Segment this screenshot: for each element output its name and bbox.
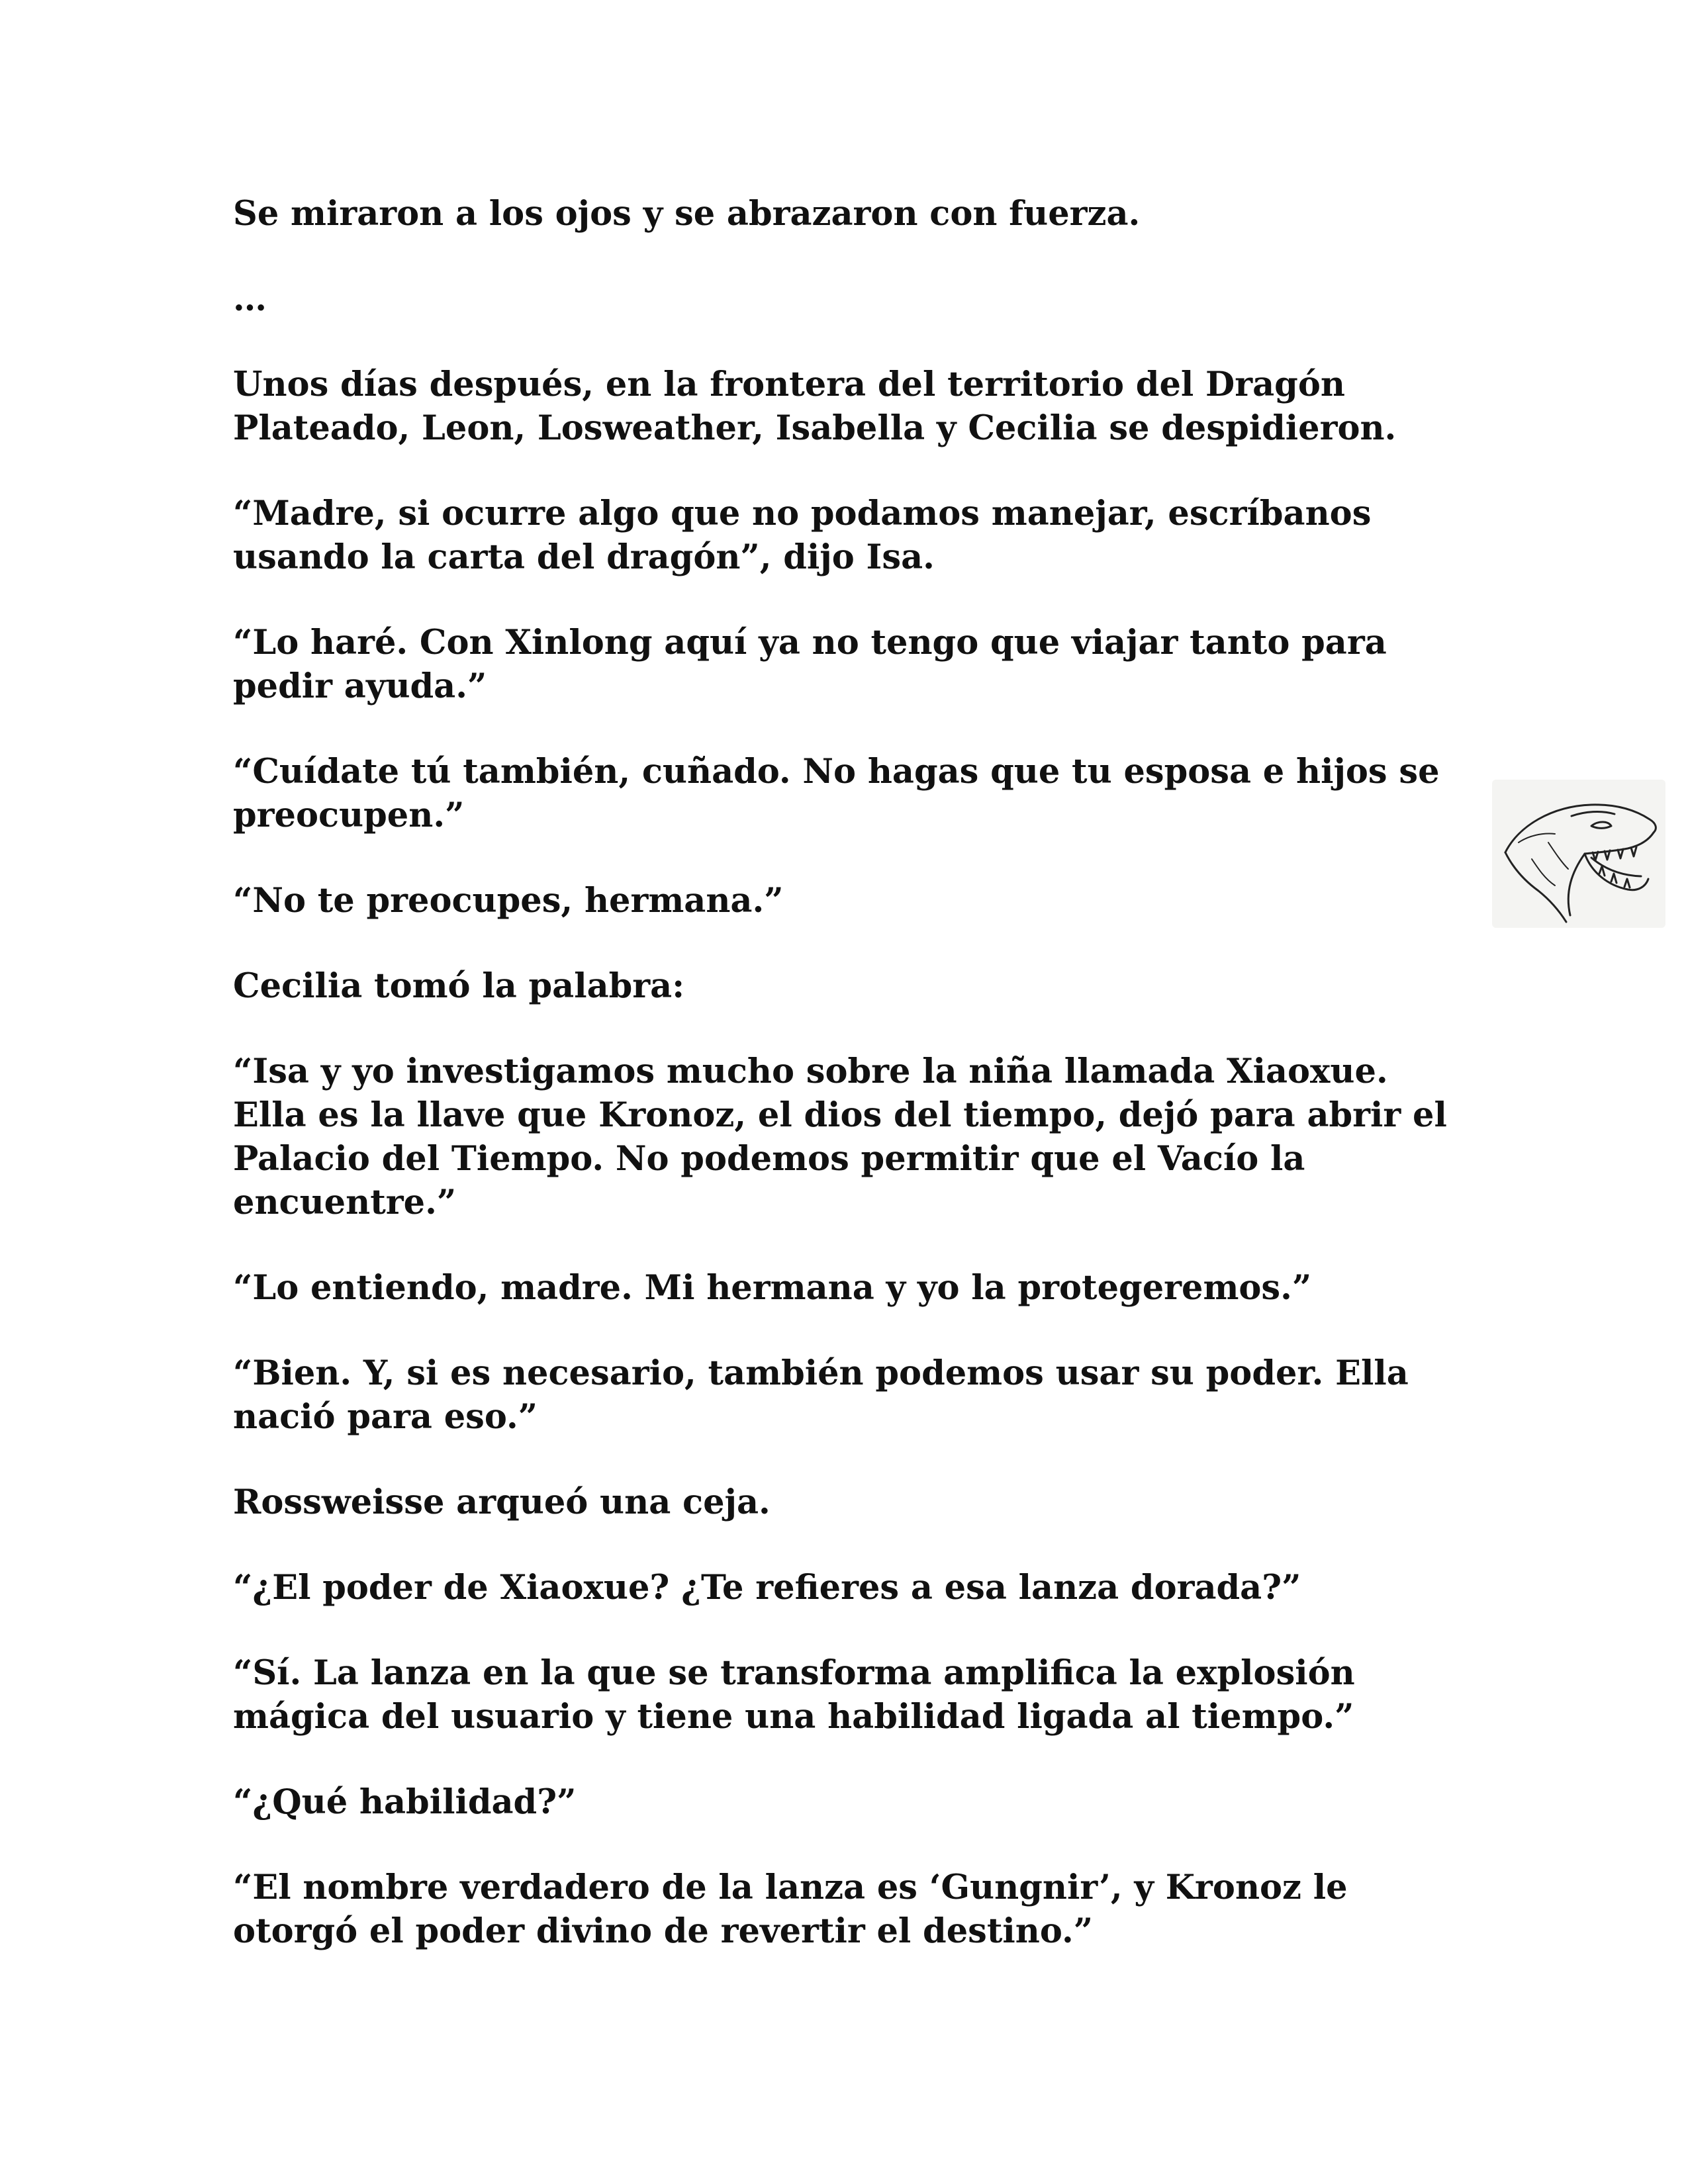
- paragraph: “Isa y yo investigamos mucho sobre la niña llamada Xiaoxue. Ella es la llave que Kronoz, el dios del tiempo, dejó para abrir el Palacio del Tiempo. No podemos permitir que el Vacío la encuentre.”: [233, 1052, 1447, 1222]
- paragraph: “Sí. La lanza en la que se transforma amplifica la explosión mágica del usuario y tiene una habilidad ligada al tiempo.”: [233, 1653, 1355, 1737]
- story-text: [233, 192, 1464, 1995]
- paragraph: Se miraron a los ojos y se abrazaron con fuerza.: [233, 194, 1141, 234]
- paragraph: Cecilia tomó la palabra:: [233, 966, 685, 1006]
- paragraph: “Lo entiendo, madre. Mi hermana y yo la protegeremos.”: [233, 1268, 1312, 1308]
- paragraph: “El nombre verdadero de la lanza es ‘Gungnir’, y Kronoz le otorgó el poder divino de revertir el destino.”: [233, 1868, 1348, 1951]
- dinosaur-head-sketch-icon: [1492, 780, 1665, 928]
- paragraph: Rossweisse arqueó una ceja.: [233, 1482, 771, 1522]
- paragraph: “Lo haré. Con Xinlong aquí ya no tengo que viajar tanto para pedir ayuda.”: [233, 623, 1387, 706]
- paragraph: “¿El poder de Xiaoxue? ¿Te refieres a esa lanza dorada?”: [233, 1568, 1301, 1608]
- paragraph: “Madre, si ocurre algo que no podamos manejar, escríbanos usando la carta del dragón”, dijo Isa.: [233, 494, 1372, 577]
- paragraph: “Cuídate tú también, cuñado. No hagas que tu esposa e hijos se preocupen.”: [233, 752, 1440, 835]
- scene-break: …: [233, 279, 267, 319]
- paragraph: “No te preocupes, hermana.”: [233, 881, 784, 921]
- paragraph: “¿Qué habilidad?”: [233, 1782, 577, 1822]
- paragraph: “Bien. Y, si es necesario, también podemos usar su poder. Ella nació para eso.”: [233, 1353, 1409, 1437]
- paragraph: Unos días después, en la frontera del territorio del Dragón Plateado, Leon, Losweather, Isabella y Cecilia se despidieron.: [233, 365, 1397, 448]
